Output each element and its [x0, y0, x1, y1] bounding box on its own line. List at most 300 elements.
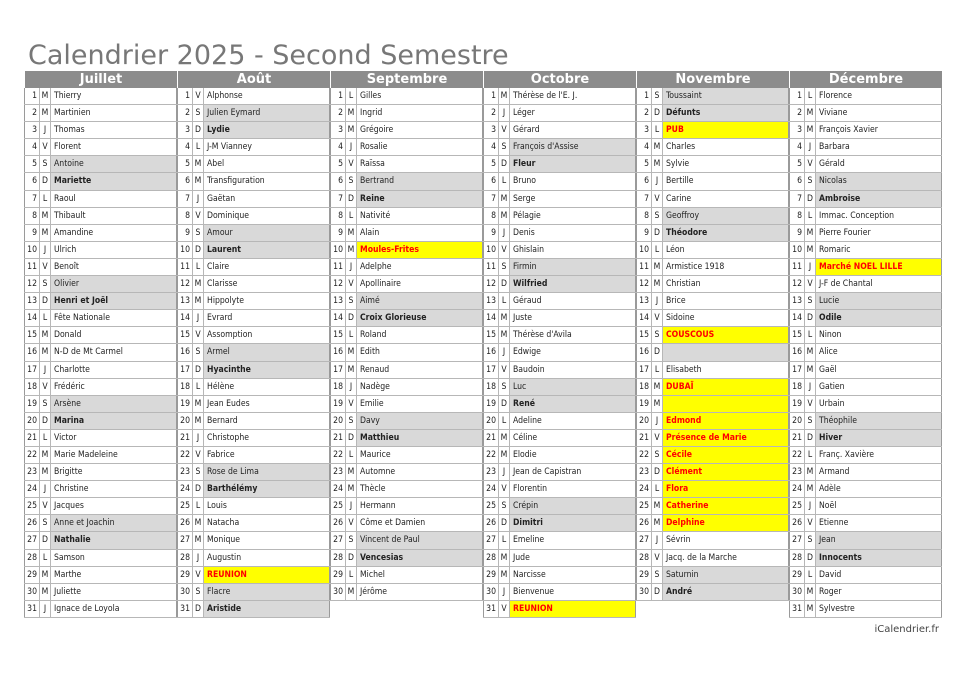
saint-name: Thérèse de l'E. J.	[510, 88, 636, 104]
day-row	[177, 430, 330, 447]
day-number: 3	[24, 122, 40, 138]
saint-name: Olivier	[51, 276, 177, 292]
day-row	[177, 515, 330, 532]
day-number: 1	[636, 88, 652, 104]
weekday-letter: S	[193, 344, 204, 360]
day-number: 26	[636, 515, 652, 531]
weekday-letter: D	[40, 293, 51, 309]
day-row	[483, 191, 636, 208]
day-row	[636, 567, 789, 584]
saint-name: Bertille	[663, 173, 789, 189]
weekday-letter: S	[805, 173, 816, 189]
saint-name: Edwige	[510, 344, 636, 360]
weekday-letter: V	[805, 276, 816, 292]
weekday-letter: D	[805, 310, 816, 326]
weekday-letter: S	[499, 259, 510, 275]
day-row	[330, 550, 483, 567]
day-number: 27	[636, 532, 652, 548]
day-number: 18	[177, 379, 193, 395]
day-row	[789, 225, 942, 242]
day-row	[483, 173, 636, 190]
saint-name: Roland	[357, 327, 483, 343]
day-row	[483, 601, 636, 618]
saint-name: Fleur	[510, 156, 636, 172]
day-number: 1	[789, 88, 805, 104]
day-row	[177, 259, 330, 276]
saint-name: Armand	[816, 464, 942, 480]
day-row	[24, 550, 177, 567]
saint-name: Aristide	[204, 601, 330, 617]
day-row	[24, 379, 177, 396]
weekday-letter: S	[499, 379, 510, 395]
weekday-letter: S	[346, 293, 357, 309]
day-row	[330, 584, 483, 601]
day-row	[24, 259, 177, 276]
day-row	[177, 481, 330, 498]
day-row	[330, 344, 483, 361]
weekday-letter: J	[40, 122, 51, 138]
day-number: 21	[24, 430, 40, 446]
day-row	[789, 498, 942, 515]
saint-name: Côme et Damien	[357, 515, 483, 531]
weekday-letter: L	[652, 481, 663, 497]
saint-name: Aimé	[357, 293, 483, 309]
weekday-letter: L	[805, 327, 816, 343]
day-number: 22	[483, 447, 499, 463]
saint-name: Donald	[51, 327, 177, 343]
day-row	[24, 105, 177, 122]
saint-name: Wilfried	[510, 276, 636, 292]
day-row	[24, 310, 177, 327]
weekday-letter: V	[193, 88, 204, 104]
day-row	[330, 310, 483, 327]
day-number: 15	[789, 327, 805, 343]
day-row	[789, 88, 942, 105]
weekday-letter: M	[40, 88, 51, 104]
day-row	[636, 344, 789, 361]
day-row	[789, 276, 942, 293]
day-row	[24, 191, 177, 208]
saint-name: Jérôme	[357, 584, 483, 600]
weekday-letter: V	[805, 396, 816, 412]
day-number: 12	[636, 276, 652, 292]
day-number: 3	[636, 122, 652, 138]
saint-name: Hyacinthe	[204, 362, 330, 378]
weekday-letter: V	[40, 259, 51, 275]
saint-name: Thomas	[51, 122, 177, 138]
weekday-letter: S	[499, 139, 510, 155]
saint-name: Léon	[663, 242, 789, 258]
month-header: Novembre	[636, 71, 789, 88]
saint-name: Anne et Joachin	[51, 515, 177, 531]
saint-name: Présence de Marie	[663, 430, 789, 446]
weekday-letter: L	[805, 567, 816, 583]
day-number: 7	[330, 191, 346, 207]
saint-name: Nativité	[357, 208, 483, 224]
day-number: 1	[330, 88, 346, 104]
day-number: 23	[483, 464, 499, 480]
saint-name: Brigitte	[51, 464, 177, 480]
day-number: 9	[789, 225, 805, 241]
day-number: 16	[483, 344, 499, 360]
saint-name: Armistice 1918	[663, 259, 789, 275]
saint-name: Nathalie	[51, 532, 177, 548]
weekday-letter: M	[40, 105, 51, 121]
saint-name: Catherine	[663, 498, 789, 514]
weekday-letter: V	[193, 208, 204, 224]
weekday-letter: M	[652, 396, 663, 412]
day-number: 2	[177, 105, 193, 121]
weekday-letter: J	[499, 584, 510, 600]
day-number: 25	[330, 498, 346, 514]
day-number: 21	[177, 430, 193, 446]
saint-name: Hélène	[204, 379, 330, 395]
saint-name: Noël	[816, 498, 942, 514]
saint-name: Barbara	[816, 139, 942, 155]
weekday-letter: S	[652, 88, 663, 104]
day-row	[24, 464, 177, 481]
day-number: 27	[789, 532, 805, 548]
day-row	[636, 242, 789, 259]
day-number: 7	[24, 191, 40, 207]
day-number: 3	[483, 122, 499, 138]
weekday-letter: M	[805, 122, 816, 138]
weekday-letter: J	[346, 379, 357, 395]
day-row	[177, 191, 330, 208]
day-row	[330, 413, 483, 430]
day-number: 6	[789, 173, 805, 189]
weekday-letter: D	[652, 584, 663, 600]
day-row	[177, 276, 330, 293]
day-number: 1	[24, 88, 40, 104]
day-row	[330, 567, 483, 584]
saint-name: Cécile	[663, 447, 789, 463]
day-number: 30	[24, 584, 40, 600]
day-number: 10	[483, 242, 499, 258]
saint-name: Gaëtan	[204, 191, 330, 207]
saint-name: Michel	[357, 567, 483, 583]
day-row	[483, 242, 636, 259]
saint-name: Adèle	[816, 481, 942, 497]
weekday-letter: D	[499, 396, 510, 412]
saint-name: Rosalie	[357, 139, 483, 155]
day-row	[330, 88, 483, 105]
weekday-letter: S	[805, 413, 816, 429]
saint-name: Crépin	[510, 498, 636, 514]
day-number: 29	[483, 567, 499, 583]
saint-name: Abel	[204, 156, 330, 172]
day-row	[636, 413, 789, 430]
weekday-letter: V	[40, 379, 51, 395]
day-number: 8	[330, 208, 346, 224]
day-number: 23	[177, 464, 193, 480]
saint-name: Davy	[357, 413, 483, 429]
weekday-letter: D	[499, 276, 510, 292]
day-number: 27	[330, 532, 346, 548]
weekday-letter: J	[40, 481, 51, 497]
day-row	[636, 139, 789, 156]
day-row	[483, 259, 636, 276]
day-number: 28	[636, 550, 652, 566]
day-row	[330, 515, 483, 532]
footer-credit: iCalendrier.fr	[874, 624, 939, 635]
weekday-letter: V	[346, 156, 357, 172]
saint-name: Clément	[663, 464, 789, 480]
day-number: 9	[636, 225, 652, 241]
saint-name: Carine	[663, 191, 789, 207]
day-row	[24, 498, 177, 515]
day-number: 29	[789, 567, 805, 583]
day-row	[24, 515, 177, 532]
saint-name: Marina	[51, 413, 177, 429]
day-row	[789, 105, 942, 122]
saint-name: Moules-Frites	[357, 242, 483, 258]
weekday-letter: M	[499, 430, 510, 446]
weekday-letter: J	[499, 105, 510, 121]
weekday-letter: M	[346, 584, 357, 600]
weekday-letter: S	[652, 208, 663, 224]
weekday-letter: J	[652, 293, 663, 309]
saint-name: Thierry	[51, 88, 177, 104]
weekday-letter: M	[346, 464, 357, 480]
weekday-letter: M	[40, 447, 51, 463]
day-row	[330, 173, 483, 190]
saint-name: Ignace de Loyola	[51, 601, 177, 617]
weekday-letter: V	[652, 191, 663, 207]
weekday-letter: M	[40, 225, 51, 241]
day-number: 16	[24, 344, 40, 360]
day-number: 19	[24, 396, 40, 412]
saint-name: Pierre Fourier	[816, 225, 942, 241]
day-number: 10	[789, 242, 805, 258]
saint-name: Gilles	[357, 88, 483, 104]
day-row	[483, 105, 636, 122]
day-number: 15	[24, 327, 40, 343]
weekday-letter: L	[193, 139, 204, 155]
day-row	[330, 191, 483, 208]
saint-name: Reine	[357, 191, 483, 207]
day-row	[177, 293, 330, 310]
day-number: 17	[789, 362, 805, 378]
day-row	[636, 515, 789, 532]
weekday-letter: S	[652, 327, 663, 343]
day-number: 24	[789, 481, 805, 497]
saint-name: François Xavier	[816, 122, 942, 138]
weekday-letter: M	[346, 362, 357, 378]
day-row	[177, 413, 330, 430]
day-row	[177, 88, 330, 105]
day-number: 3	[789, 122, 805, 138]
weekday-letter: M	[193, 293, 204, 309]
day-row	[789, 550, 942, 567]
day-number: 7	[789, 191, 805, 207]
weekday-letter: M	[499, 191, 510, 207]
weekday-letter: J	[193, 550, 204, 566]
saint-name: Bruno	[510, 173, 636, 189]
day-row	[789, 259, 942, 276]
saint-name: Défunts	[663, 105, 789, 121]
weekday-letter: M	[805, 481, 816, 497]
day-row	[789, 481, 942, 498]
saint-name: André	[663, 584, 789, 600]
saint-name: Ninon	[816, 327, 942, 343]
day-row	[636, 362, 789, 379]
day-row	[636, 88, 789, 105]
day-row	[483, 481, 636, 498]
day-number: 19	[483, 396, 499, 412]
saint-name: Pélagie	[510, 208, 636, 224]
weekday-letter: J	[346, 139, 357, 155]
day-row	[177, 550, 330, 567]
weekday-letter: J	[193, 430, 204, 446]
page-title: Calendrier 2025 - Second Semestre	[28, 40, 509, 71]
day-number: 8	[483, 208, 499, 224]
weekday-letter: J	[499, 464, 510, 480]
weekday-letter: M	[499, 550, 510, 566]
saint-name: Alain	[357, 225, 483, 241]
weekday-letter: M	[40, 344, 51, 360]
weekday-letter: L	[40, 430, 51, 446]
day-row	[330, 105, 483, 122]
day-row	[483, 464, 636, 481]
day-row	[24, 567, 177, 584]
day-number: 31	[789, 601, 805, 617]
day-number: 9	[24, 225, 40, 241]
weekday-letter: M	[652, 156, 663, 172]
weekday-letter: J	[499, 225, 510, 241]
day-number: 13	[636, 293, 652, 309]
saint-name: Edmond	[663, 413, 789, 429]
saint-name: Croix Glorieuse	[357, 310, 483, 326]
day-number: 5	[24, 156, 40, 172]
day-row	[483, 139, 636, 156]
weekday-letter: M	[346, 242, 357, 258]
day-row	[177, 208, 330, 225]
weekday-letter: M	[346, 122, 357, 138]
day-row	[636, 396, 789, 413]
day-row	[24, 413, 177, 430]
day-row	[483, 122, 636, 139]
day-number: 10	[24, 242, 40, 258]
saint-name: Rose de Lima	[204, 464, 330, 480]
day-number: 6	[330, 173, 346, 189]
day-row	[483, 532, 636, 549]
saint-name: Natacha	[204, 515, 330, 531]
day-number: 12	[177, 276, 193, 292]
saint-name: Vencesias	[357, 550, 483, 566]
day-row	[24, 276, 177, 293]
day-row	[24, 293, 177, 310]
saint-name: Armel	[204, 344, 330, 360]
day-number: 21	[789, 430, 805, 446]
day-number: 7	[177, 191, 193, 207]
saint-name: Assomption	[204, 327, 330, 343]
saint-name: Lucie	[816, 293, 942, 309]
day-row	[636, 208, 789, 225]
weekday-letter: S	[499, 498, 510, 514]
saint-name: Geoffroy	[663, 208, 789, 224]
day-row	[330, 379, 483, 396]
day-number: 14	[789, 310, 805, 326]
day-number: 13	[177, 293, 193, 309]
saint-name: Claire	[204, 259, 330, 275]
day-number: 8	[24, 208, 40, 224]
day-number: 31	[24, 601, 40, 617]
day-number: 28	[24, 550, 40, 566]
saint-name: Renaud	[357, 362, 483, 378]
weekday-letter: M	[346, 225, 357, 241]
day-row	[177, 242, 330, 259]
day-row	[636, 379, 789, 396]
day-row	[483, 447, 636, 464]
weekday-letter: L	[805, 88, 816, 104]
day-row	[177, 310, 330, 327]
saint-name: Théodore	[663, 225, 789, 241]
day-row	[24, 344, 177, 361]
day-number: 15	[483, 327, 499, 343]
day-row	[789, 464, 942, 481]
saint-name: Ghislain	[510, 242, 636, 258]
saint-name: Dimitri	[510, 515, 636, 531]
day-number: 30	[636, 584, 652, 600]
day-number: 2	[330, 105, 346, 121]
weekday-letter: M	[40, 208, 51, 224]
day-row	[636, 122, 789, 139]
day-row	[636, 481, 789, 498]
day-row	[177, 225, 330, 242]
day-number: 11	[789, 259, 805, 275]
saint-name: Delphine	[663, 515, 789, 531]
weekday-letter: J	[652, 413, 663, 429]
day-row	[177, 396, 330, 413]
day-number: 11	[24, 259, 40, 275]
day-number: 23	[789, 464, 805, 480]
day-row	[483, 584, 636, 601]
weekday-letter: M	[193, 396, 204, 412]
day-row	[24, 601, 177, 618]
weekday-letter: D	[346, 430, 357, 446]
day-number: 11	[483, 259, 499, 275]
day-row	[789, 208, 942, 225]
day-number: 11	[177, 259, 193, 275]
saint-name: Sylvestre	[816, 601, 942, 617]
saint-name: Antoine	[51, 156, 177, 172]
day-number: 30	[483, 584, 499, 600]
weekday-letter: S	[652, 447, 663, 463]
weekday-letter: V	[805, 156, 816, 172]
weekday-letter: L	[193, 498, 204, 514]
day-number: 17	[24, 362, 40, 378]
saint-name: Hermann	[357, 498, 483, 514]
weekday-letter: M	[346, 481, 357, 497]
day-row	[177, 362, 330, 379]
day-row	[330, 498, 483, 515]
weekday-letter: M	[499, 327, 510, 343]
day-number: 10	[177, 242, 193, 258]
weekday-letter: M	[652, 379, 663, 395]
day-row	[789, 413, 942, 430]
saint-name: Florent	[51, 139, 177, 155]
saint-name: J-M Vianney	[204, 139, 330, 155]
saint-name: Augustin	[204, 550, 330, 566]
weekday-letter: L	[346, 327, 357, 343]
day-number: 8	[789, 208, 805, 224]
weekday-letter: D	[193, 481, 204, 497]
day-number: 23	[636, 464, 652, 480]
day-number: 27	[177, 532, 193, 548]
weekday-letter: V	[499, 122, 510, 138]
saint-name: Jean	[816, 532, 942, 548]
